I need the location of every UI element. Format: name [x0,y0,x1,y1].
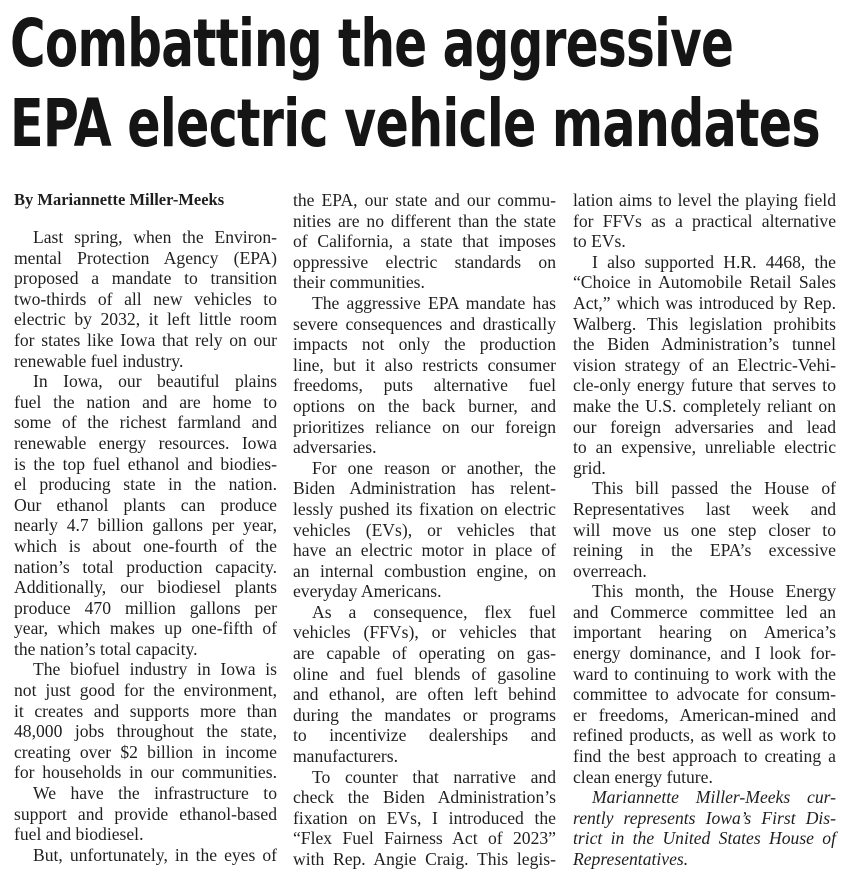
body-line: Additionally, our biodiesel plants [14,577,277,598]
body-line: for FFVs as a practical alternative [573,210,836,231]
body-line: vehicles (EVs), or vehicles that [293,519,556,540]
body-line: manufacturers. [293,746,399,767]
body-line: lessly pushed its fixation on electric [293,498,556,519]
body-line: it creates and supports more than [14,700,277,721]
body-line: severe consequences and drastically [293,313,556,334]
body-line: with Rep. Angie Craig. This legis- [293,849,556,869]
body-line: oppressive electric standards on [293,251,556,272]
article-column-2 [293,190,556,870]
body-line: Last spring, when the Environ- [33,227,277,247]
body-line: freedoms, puts alternative fuel [293,375,556,396]
body-line: fuel and biodiesel. [14,824,144,845]
body-line: Biden Administration has relent- [293,478,556,499]
body-line: year, which makes up one-fifth of [14,618,277,639]
article-column-1 [14,190,277,865]
author-bio-line: rently represents Iowa’s First Dis- [573,807,836,828]
body-line: The biofuel industry in Iowa is [33,659,277,680]
body-line: vision strategy of an Electric-Vehi- [573,354,836,375]
body-line: make the U.S. completely reliant on [573,395,836,416]
body-line: In Iowa, our beautiful plains [33,371,277,392]
body-line: overreach. [573,560,647,581]
body-line: the Biden Administration’s tunnel [573,334,836,355]
body-line: find the best approach to creating a [573,746,836,767]
body-line: for states like Iowa that rely on our [14,329,277,350]
body-line: Walberg. This legislation prohibits [573,313,836,334]
body-line: oline and fuel blends of gasoline [293,663,556,684]
body-line: Act,” which was introduced by Rep. [573,292,836,313]
body-line: The aggressive EPA mandate has [312,292,556,313]
body-line: have an electric motor in place of [293,540,556,561]
body-line: We have the infrastructure to [33,783,277,804]
body-line: grid. [573,457,606,478]
author-bio-line: Mariannette Miller-Meeks cur- [592,787,836,808]
body-line: As a consequence, flex fuel [312,601,556,622]
body-line: their communities. [293,272,425,293]
body-line: our foreign adversaries and lead [573,416,836,437]
body-line: “Choice in Automobile Retail Sales [573,272,836,293]
author-bio-line: Representatives. [573,849,689,869]
body-line: important hearing on America’s [573,622,836,643]
body-line: produce 470 million gallons per [14,597,277,618]
body-line: But, unfortunately, in the eyes of [33,844,277,865]
body-line: line, but it also restricts consumer [293,354,556,375]
body-line: prioritizes reliance on our foreign [293,416,556,437]
body-line: which is about one-fourth of the [14,535,277,556]
body-line: This bill passed the House of [592,478,836,499]
byline: By Mariannette Miller-Meeks [14,190,225,209]
body-line: electric by 2032, it left little room [14,309,277,330]
body-line: nation’s total production capacity. [14,556,277,577]
body-line: lation aims to level the playing field [573,190,836,210]
body-line: fixation on EVs, I introduced the [293,807,556,828]
body-line: el producing state in the nation. [14,474,277,495]
body-line: “Flex Fuel Fairness Act of 2023” [293,828,556,849]
body-line: I also supported H.R. 4468, the [592,251,836,272]
body-line: reining in the EPA’s excessive [573,540,836,561]
body-line: two-thirds of all new vehicles to [14,288,277,309]
body-line: Our ethanol plants can produce [14,494,277,515]
body-line: committee to advocate for consum- [573,684,836,705]
body-line: 48,000 jobs throughout the state, [14,721,277,742]
body-line: an internal combustion engine, on [293,560,556,581]
body-line: check the Biden Administration’s [293,787,556,808]
body-line: the EPA, our state and our commu- [293,190,556,210]
body-line: creating over $2 billion in income [14,741,277,762]
body-line: vehicles (FFVs), or vehicles that [293,622,556,643]
body-line: To counter that narrative and [312,766,556,787]
body-line: impacts not only the production [293,334,556,355]
body-line: for households in our communities. [14,762,277,783]
body-line: nearly 4.7 billion gallons per year, [14,515,277,536]
body-line: not just good for the environment, [14,680,277,701]
body-line: For one reason or another, the [312,457,556,478]
body-line: to incentivize dealerships and [293,725,556,746]
body-line: options on the back burner, and [293,395,556,416]
body-line: during the mandates or programs [293,704,556,725]
headline-line-1: Combatting the aggressive [10,5,734,82]
headline-line-2: EPA electric vehicle mandates [10,85,820,162]
body-line: clean energy future. [573,766,713,787]
body-line: energy dominance, and I look for- [573,643,836,664]
body-line: everyday Americans. [293,581,442,602]
body-line: renewable fuel industry. [14,350,184,371]
body-line: to an expensive, unreliable electric [573,437,836,458]
body-line: of California, a state that imposes [293,231,556,252]
body-line: refined products, as well as work to [573,725,836,746]
body-line: and Commerce committee led an [573,601,836,622]
body-line: mental Protection Agency (EPA) [14,247,277,268]
body-line: This month, the House Energy [592,581,836,602]
body-line: will move us one step closer to [573,519,836,540]
author-bio-line: trict in the United States House of [573,828,836,849]
body-line: proposed a mandate to transition [14,268,277,289]
body-line: adversaries. [293,437,377,458]
body-line: fuel the nation and are home to [14,391,277,412]
body-line: and ethanol, are often left behind [293,684,556,705]
body-line: support and provide ethanol-based [14,803,277,824]
body-line: is the top fuel ethanol and biodies- [14,453,277,474]
body-line: some of the richest farmland and [14,412,277,433]
article-column-3 [573,190,836,870]
body-line: nities are no different than the state [293,210,556,231]
body-line: renewable energy resources. Iowa [14,432,277,453]
body-line: ward to continuing to work with the [573,663,836,684]
body-line: the nation’s total capacity. [14,638,198,659]
body-line: er freedoms, American-mined and [573,704,836,725]
body-line: cle-only energy future that serves to [573,375,836,396]
body-line: to EVs. [573,231,626,252]
body-line: Representatives last week and [573,498,836,519]
body-line: are capable of operating on gas- [293,643,556,664]
